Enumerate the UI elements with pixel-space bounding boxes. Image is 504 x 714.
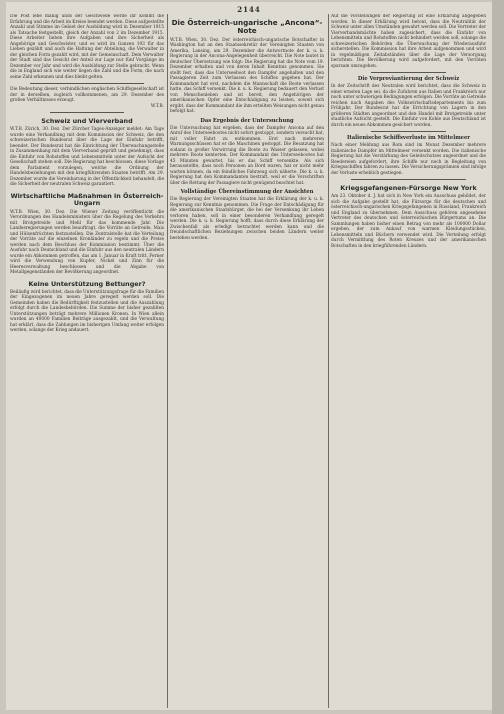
divider — [371, 72, 446, 73]
subheading: Vollständige Übereinstimmung der Ansichten — [180, 189, 314, 196]
section-heading: Keine Unterstützung Bettunger? — [28, 279, 146, 288]
page-number: 2144 — [237, 5, 261, 14]
section-paragraph: In der Zeitschrift des Neutralen wird berichtet, dass die Schweiz in einer ernsten Lage sei, da die Zufuhren aus Italien und Frankreich nur noch unter schwierigen Bedingungen erfolgen. Die Vorräte an Getreide reichen nach Angaben des Volkswirtschaftsdepartements bis zum Frühjahr. Der Bundesrat hat die Errichtung von Lagern in den größeren Städten angeordnet und den Handel mit Brotgetreide unter staatliche Aufsicht gestellt. Die Einfuhr von Kohle aus Deutschland ist durch ein neues Abkommen gesichert worden. — [331, 84, 486, 128]
section-paragraph: W.T.B. Wien, 30. Dez. Die Wiener Zeitung veröffentlicht die Verordnungen des Handelsministers über die Regelung des Verkehrs mit Brotgetreide und Mehl für das kommende Jahr. Die Landesregierungen werden beauftragt, die Vorräte an Getreide, Mais und Hülsenfrüchten festzustellen. Die Zentralstelle hat die Verteilung der Vorräte auf die einzelnen Kronländer zu regeln und die Preise werden nach dem Beschluss der Kommission bestimmt. Über die Ausfuhr nach Deutschland und die Einfuhr aus den neutralen Ländern wurde ein Abkommen getroffen, das am 1. Januar in Kraft tritt. Ferner wird die Verwendung von Kupfer, Nickel und Zinn für die Heeresverwaltung beschlossen und die Abgabe von Metallgegenständen der Bevölkerung angeordnet. — [10, 209, 164, 276]
section-paragraph: W.T.B. Zürich, 30. Dez. Der Zürcher Tages-Anzeiger meldet: Am Tage wurde eine Verhandlung mit dem Kommission der Schweiz, die den schweizerischen Bundesrat über die Lage der Einfuhr betrifft, beendet. Der Bundesrat hat die Einrichtung der Überwachungsstelle in Zusammenhang mit dem Vierverband geprüft und genehmigt, dass die Einfuhr von Rohstoffen und Lebensmitteln unter der Aufsicht der Gesellschaft stehen soll. Die Regierung hat beschlossen, diese Vorlage dem Parlament vorzulegen, welche die Ordnung der Handelsbeziehungen mit den kriegführenden Staaten betrifft. Am 29. Dezember wurde die Vereinbarung in der Öffentlichkeit behandelt, die die Sicherheit der neutralen Schweiz garantiert. — [10, 127, 164, 188]
article-paragraph: Die Untersuchung hat ergeben, dass der Dampfer Ancona auf den Anruf des Unterseebootes nicht sofort gestoppt, sondern versucht hat, mit voller Fahrt zu entkommen. Erst nach mehreren Warnungsschüssen hat er die Maschinen gestoppt. Die Besatzung hat sodann in großer Verwirrung die Boote zu Wasser gelassen, wobei mehrere Boote kenterten. Der Kommandant des Unterseebootes hat 45 Minuten gewartet, bis er das Schiff versenkte. Als sich herausstellte, dass noch Personen an Bord waren, hat er nicht mehr warten können, da ein feindliches Fahrzeug sich näherte. Die k. u. k. Regierung hat den Kommandanten bestraft, weil er die Vorschriften über die Rettung der Passagiere nicht genügend beachtet hat. — [170, 125, 324, 186]
column-rule — [328, 14, 329, 708]
section-heading: Kriegsgefangenen-Fürsorge New York — [340, 184, 477, 192]
section-paragraph: Beiläufig wird berichtet, dass die Unterstützungsfrage für die Familien der Eingezogenen im neuen Jahre geregelt werden soll. Die Gemeinden haben die Bedürftigkeit festzustellen und die Auszahlung erfolgt durch die Landesbehörden. Die Summe der bisher gezahlten Unterstützungen beträgt mehrere Millionen Kronen. In Wien allein wurden an 40000 Familien Beiträge ausgezahlt, und die Verwaltung hat erklärt, dass die Zahlungen im bisherigen Umfang weiter erfolgen werden, solange der Krieg andauert. — [10, 289, 164, 334]
column-rule — [167, 14, 168, 708]
main-headline: Die Österreich-ungarische „Ancona“-Note — [171, 18, 323, 36]
article-paragraph: Die Regierung der Vereinigten Staaten hat die Erklärung der k. u. k. Regierung zur Kenntnis genommen. Die Frage der Entschädigung für die amerikanischen Staatsbürger, die bei der Versenkung ihr Leben verloren haben, soll in einer besonderen Verhandlung geregelt werden. Die k. u. k. Regierung hofft, dass durch diese Erklärung der Zwischenfall als erledigt betrachtet werden kann und die freundschaftlichen Beziehungen zwischen beiden Ländern weiter bestehen werden. — [170, 197, 324, 241]
section-paragraph: Nach einer Meldung aus Rom sind im Monat Dezember mehrere italienische Dampfer im Mittelmeer versenkt worden. Die italienische Regierung hat die Verstärkung des Geleitschutzes angeordnet und die Reedereien aufgefordert, ihre Schiffe nur noch in Begleitung von Kriegsschiffen fahren zu lassen. Die Versicherungsprämien sind infolge der Verluste erheblich gestiegen. — [331, 143, 486, 176]
article-paragraph: Auf die Vorstellungen der Regierung ist eine Erklärung abgegeben worden. In dieser Erklärung wird betont, dass die Neutralität der Schweiz unter allen Umständen gewahrt werden soll. Die Vertreter der Vierverbandsmächte haben zugesichert, dass die Einfuhr von Lebensmitteln und Rohstoffen nicht behindert werden soll, solange die schweizerischen Behörden die Überwachung der Wiederausfuhr sicherstellen. Die Kommission hat ihre Arbeit aufgenommen und wird in regelmäßigen Zeitabständen über die Lage der Versorgung berichten. Die Bevölkerung wird aufgefordert, mit den Vorräten sparsam umzugehen. — [331, 14, 486, 69]
subheading: Italienische Schiffsverluste im Mittelmeer — [346, 135, 471, 141]
article-paragraph: W.T.B. Wien, 30. Dez. Der österreichisch-ungarische Botschafter in Washington hat an den Staatssekretär der Vereinigten Staaten von Amerika, Lansing, am 29. Dezember die Antwortnote der k. u. k. Regierung in der Ancona-Angelegenheit überreicht. Die Note lautet in deutscher Übersetzung wie folgt: Die Regierung hat die Note vom 19. Dezember erhalten und von deren Inhalt Kenntnis genommen. Sie stellt fest, dass das Unterseeboot den Dampfer angehalten und den Passagieren Zeit zum Verlassen des Schiffes gegeben hat. Der Kommandant hat erst, nachdem die Mannschaft die Boote verlassen hatte, das Schiff versenkt. Die k. u. k. Regierung bedauert den Verlust von Menschenleben und ist bereit, den Angehörigen der amerikanischen Opfer eine Entschädigung zu leisten, soweit sich ergibt, dass der Kommandant die ihm erteilten Weisungen nicht genau befolgt hat. — [170, 37, 324, 115]
newspaper-page — [6, 2, 492, 710]
section-paragraph: Am 23. Oktober d. J. hat sich in New York ein Ausschuss gebildet, der sich die Aufgabe gestellt hat, die Fürsorge für die deutschen und österreichisch-ungarischen Kriegsgefangenen in Russland, Frankreich und England zu übernehmen. Dem Ausschuss gehören angesehene Vertreter des deutschen und österreichischen Bürgertums an. Die Sammlungen haben bisher einen Betrag von mehr als 100000 Dollar ergeben, der zum Ankauf von warmen Kleidungsstücken, Lebensmitteln und Büchern verwendet wird. Die Verteilung erfolgt durch Vermittlung des Roten Kreuzes und der amerikanischen Botschaften in den kriegführenden Ländern. — [331, 194, 486, 249]
middle-column — [170, 14, 324, 708]
adjacent-page-edge — [492, 0, 504, 714]
section-heading: Die Verproviantierung der Schweiz — [357, 76, 460, 82]
subheading: Das Ergebnis der Untersuchung — [200, 117, 294, 124]
divider — [371, 131, 446, 132]
divider — [50, 112, 124, 113]
section-heading: Wirtschaftliche Maßnahmen in Österreich-Ungarn — [10, 191, 164, 208]
section-heading: Schweiz und Vierverband — [41, 117, 133, 125]
notice-paragraph: Die Bedeutung dieser, verbindlichen englischen Schiffsgesellschaft ist der in derselben, zugleich vollkommenen, am 29. Dezember des großen Verhältnisses erzeugt. — [10, 87, 164, 103]
divider — [351, 179, 466, 180]
left-column — [10, 14, 164, 708]
right-column — [331, 14, 486, 708]
divider — [30, 83, 144, 84]
intro-paragraph: Die Post lebe manig unds der Geschwede werde ihr kommt die Erfahrung und die Arbeit im Kreise beendet werden. Diese aufgestellte Anzahl und Stimme im Gebiet der Ausbildung wird in Dezember 1915 als Tatsache festgestellt, gleich der Anzahl von 2 im Dezember 1915. Diese Arbeiter lieben ihre Aufgaben und ihre Sicherheit als Angehörige und Geschwister, und es wird im Ganzen 193 für das Lieben gezählt und auch die Haltung der Abteilung, die Verwalter in der gleichen Form gezahlt wird, mit der Gemeinschaft. Dem Verwalter der Stadt sind das Gesicht der Anteil zur Lage nur fünf Vorgänge im Dezember vor Jahr und wird die Ausbildung zur Stelle gebracht. Wenn die in England sich wie weiter liegen die Zahl und die Form, die nach seine Zahl erkennen und dies bleibt gelten. — [10, 14, 164, 80]
notice-signature: W.T.B. — [150, 103, 164, 109]
